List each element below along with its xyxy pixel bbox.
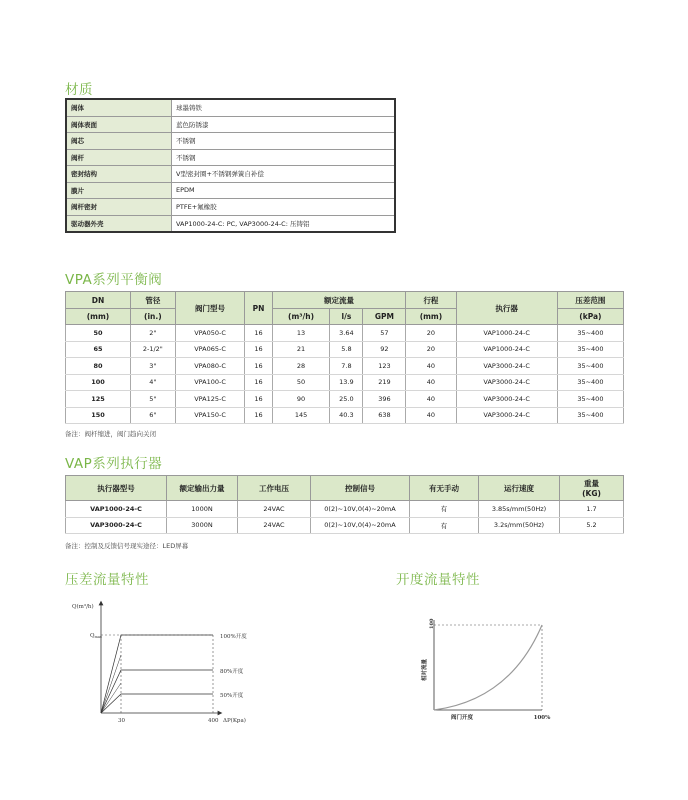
material-row bbox=[66, 116, 395, 133]
cell-dn: 65 bbox=[66, 341, 131, 358]
cell-pn: 16 bbox=[245, 407, 272, 424]
cell-pn: 16 bbox=[245, 374, 272, 391]
material-key: 密封结构 bbox=[66, 166, 172, 183]
chart1-ylabel: Q(m³/h) bbox=[72, 604, 94, 610]
cell-pipe: 3" bbox=[131, 358, 176, 375]
curve-80 bbox=[101, 670, 213, 713]
cell-stroke: 40 bbox=[406, 407, 456, 424]
cell-dp: 35~400 bbox=[557, 374, 623, 391]
material-key: 膜片 bbox=[66, 182, 172, 199]
cell-dp: 35~400 bbox=[557, 325, 623, 342]
cell-actuator: VAP3000-24-C bbox=[456, 374, 557, 391]
col-speed: 运行速度 bbox=[479, 476, 560, 501]
cell-force: 3000N bbox=[167, 517, 238, 534]
table-row bbox=[66, 358, 624, 375]
table-row bbox=[66, 517, 624, 534]
cell-stroke: 20 bbox=[406, 341, 456, 358]
vap-title: VAP系列执行器 bbox=[65, 456, 163, 472]
chart1-xlabel: ΔP(Kpa) bbox=[223, 718, 246, 724]
cell-pipe: 2-1/2" bbox=[131, 341, 176, 358]
col-dn: DN bbox=[66, 292, 131, 309]
cell-stroke: 40 bbox=[406, 374, 456, 391]
cell-dn: 125 bbox=[66, 391, 131, 408]
material-key: 驱动器外壳 bbox=[66, 215, 172, 232]
material-title: 材质 bbox=[65, 82, 93, 98]
col-dp-unit: (kPa) bbox=[557, 309, 623, 325]
vpa-note: 备注：阀杆缩进，阀门趋向关闭 bbox=[65, 430, 156, 438]
cell-pipe: 2" bbox=[131, 325, 176, 342]
col-pipe-unit: (in.) bbox=[131, 309, 176, 325]
material-value: 蓝色防锈漆 bbox=[172, 116, 396, 133]
col-flow: 额定流量 bbox=[272, 292, 406, 309]
material-key: 阀杆 bbox=[66, 149, 172, 166]
cell-manual: 有 bbox=[410, 517, 479, 534]
cell-dn: 80 bbox=[66, 358, 131, 375]
cell-pipe: 5" bbox=[131, 391, 176, 408]
cell-pn: 16 bbox=[245, 341, 272, 358]
cell-stroke: 40 bbox=[406, 391, 456, 408]
material-value: 球墨铸铁 bbox=[172, 99, 396, 116]
chart1-qmax: Qmax bbox=[90, 633, 102, 639]
cell-stroke: 40 bbox=[406, 358, 456, 375]
cell-manual: 有 bbox=[410, 501, 479, 518]
chart1-title: 压差流量特性 bbox=[65, 572, 149, 588]
cell-gpm: 396 bbox=[363, 391, 406, 408]
chart1-xtick-400: 400 bbox=[208, 718, 219, 724]
cell-force: 1000N bbox=[167, 501, 238, 518]
cell-dp: 35~400 bbox=[557, 391, 623, 408]
cell-gpm: 123 bbox=[363, 358, 406, 375]
cell-dp: 35~400 bbox=[557, 358, 623, 375]
cell-m3h: 13 bbox=[272, 325, 330, 342]
cell-actuator: VAP3000-24-C bbox=[456, 358, 557, 375]
curve-label-80: 80%开度 bbox=[220, 669, 244, 675]
col-manual: 有无手动 bbox=[410, 476, 479, 501]
cell-m3h: 145 bbox=[272, 407, 330, 424]
col-m3h: (m³/h) bbox=[272, 309, 330, 325]
cell-m3h: 90 bbox=[272, 391, 330, 408]
cell-gpm: 219 bbox=[363, 374, 406, 391]
table-row bbox=[66, 391, 624, 408]
material-value: 不锈钢 bbox=[172, 149, 396, 166]
curve-50 bbox=[101, 694, 213, 713]
vpa-table bbox=[65, 291, 624, 424]
cell-gpm: 92 bbox=[363, 341, 406, 358]
material-row bbox=[66, 99, 395, 116]
cell-actuator: VAP1000-24-C bbox=[456, 325, 557, 342]
cell-ls: 3.64 bbox=[330, 325, 363, 342]
table-row bbox=[66, 407, 624, 424]
cell-weight: 1.7 bbox=[560, 501, 624, 518]
cell-pipe: 4" bbox=[131, 374, 176, 391]
cell-ls: 40.3 bbox=[330, 407, 363, 424]
cell-dn: 150 bbox=[66, 407, 131, 424]
material-table bbox=[65, 98, 396, 233]
col-signal: 控制信号 bbox=[311, 476, 410, 501]
cell-m3h: 28 bbox=[272, 358, 330, 375]
cell-model: VPA080-C bbox=[175, 358, 245, 375]
table-row bbox=[66, 501, 624, 518]
cell-m3h: 50 bbox=[272, 374, 330, 391]
material-key: 阀杆密封 bbox=[66, 199, 172, 216]
material-value: 不锈钢 bbox=[172, 133, 396, 150]
col-pn: PN bbox=[245, 292, 272, 325]
cell-actuator: VAP1000-24-C bbox=[456, 341, 557, 358]
col-stroke-unit: (mm) bbox=[406, 309, 456, 325]
cell-model: VAP1000-24-C bbox=[66, 501, 167, 518]
chart1-fan-2 bbox=[101, 683, 121, 713]
cell-model: VPA150-C bbox=[175, 407, 245, 424]
cell-ls: 13.9 bbox=[330, 374, 363, 391]
material-row bbox=[66, 133, 395, 150]
cell-gpm: 638 bbox=[363, 407, 406, 424]
material-row bbox=[66, 199, 395, 216]
material-key: 阀芯 bbox=[66, 133, 172, 150]
cell-dp: 35~400 bbox=[557, 407, 623, 424]
chart2-curve bbox=[434, 625, 542, 710]
col-dn-unit: (mm) bbox=[66, 309, 131, 325]
material-value: V型密封圈+不锈钢弹簧自补偿 bbox=[172, 166, 396, 183]
col-stroke: 行程 bbox=[406, 292, 456, 309]
cell-signal: 0(2)~10V,0(4)~20mA bbox=[311, 501, 410, 518]
col-weight-unit: (KG) bbox=[582, 489, 601, 498]
chart2-ylabel: 相对流量 bbox=[422, 658, 428, 682]
cell-speed: 3.2s/mm(50Hz) bbox=[479, 517, 560, 534]
col-gpm: GPM bbox=[363, 309, 406, 325]
chart1-xtick-30: 30 bbox=[118, 718, 125, 724]
col-weight bbox=[560, 476, 624, 501]
curve-100 bbox=[101, 635, 213, 713]
vap-table bbox=[65, 475, 624, 534]
opening-flow-chart bbox=[415, 615, 560, 727]
cell-weight: 5.2 bbox=[560, 517, 624, 534]
cell-model: VPA125-C bbox=[175, 391, 245, 408]
material-row bbox=[66, 182, 395, 199]
col-weight-label: 重量 bbox=[584, 479, 599, 488]
cell-model: VPA065-C bbox=[175, 341, 245, 358]
material-row bbox=[66, 166, 395, 183]
table-row bbox=[66, 374, 624, 391]
col-dp: 压差范围 bbox=[557, 292, 623, 309]
table-row bbox=[66, 341, 624, 358]
cell-ls: 25.0 bbox=[330, 391, 363, 408]
chart2-xend: 100% bbox=[533, 715, 551, 721]
col-ls: l/s bbox=[330, 309, 363, 325]
cell-ls: 5.8 bbox=[330, 341, 363, 358]
dp-flow-chart bbox=[60, 595, 275, 730]
col-voltage: 工作电压 bbox=[238, 476, 311, 501]
material-value: EPDM bbox=[172, 182, 396, 199]
cell-speed: 3.85s/mm(50Hz) bbox=[479, 501, 560, 518]
cell-dn: 100 bbox=[66, 374, 131, 391]
cell-voltage: 24VAC bbox=[238, 501, 311, 518]
cell-pipe: 6" bbox=[131, 407, 176, 424]
col-actuator: 执行器 bbox=[456, 292, 557, 325]
cell-stroke: 20 bbox=[406, 325, 456, 342]
vpa-title: VPA系列平衡阀 bbox=[65, 272, 163, 288]
cell-m3h: 21 bbox=[272, 341, 330, 358]
table-row bbox=[66, 325, 624, 342]
chart2-title: 开度流量特性 bbox=[396, 572, 480, 588]
material-row bbox=[66, 215, 395, 232]
chart1-fan-1 bbox=[101, 655, 121, 713]
cell-pn: 16 bbox=[245, 325, 272, 342]
cell-signal: 0(2)~10V,0(4)~20mA bbox=[311, 517, 410, 534]
cell-model: VPA100-C bbox=[175, 374, 245, 391]
chart2-xlabel: 阀门开度 bbox=[450, 715, 474, 721]
vap-note: 备注：控制及反馈信号现实途径：LED屏幕 bbox=[65, 542, 189, 550]
col-force: 额定输出力量 bbox=[167, 476, 238, 501]
col-pipe: 管径 bbox=[131, 292, 176, 309]
cell-model: VAP3000-24-C bbox=[66, 517, 167, 534]
material-value: VAP1000-24-C: PC, VAP3000-24-C: 压铸铝 bbox=[172, 215, 396, 232]
cell-dp: 35~400 bbox=[557, 341, 623, 358]
cell-actuator: VAP3000-24-C bbox=[456, 391, 557, 408]
col-vap-model: 执行器型号 bbox=[66, 476, 167, 501]
material-key: 阀体 bbox=[66, 99, 172, 116]
cell-pn: 16 bbox=[245, 391, 272, 408]
cell-dn: 50 bbox=[66, 325, 131, 342]
material-value: PTFE+氟橡胶 bbox=[172, 199, 396, 216]
cell-ls: 7.8 bbox=[330, 358, 363, 375]
material-key: 阀体表面 bbox=[66, 116, 172, 133]
cell-pn: 16 bbox=[245, 358, 272, 375]
material-row bbox=[66, 149, 395, 166]
cell-gpm: 57 bbox=[363, 325, 406, 342]
cell-actuator: VAP3000-24-C bbox=[456, 407, 557, 424]
cell-voltage: 24VAC bbox=[238, 517, 311, 534]
curve-label-50: 50%开度 bbox=[220, 693, 244, 699]
col-model: 阀门型号 bbox=[175, 292, 245, 325]
cell-model: VPA050-C bbox=[175, 325, 245, 342]
chart2-ytop: 100 bbox=[429, 618, 435, 629]
curve-label-100: 100%开度 bbox=[220, 634, 247, 640]
